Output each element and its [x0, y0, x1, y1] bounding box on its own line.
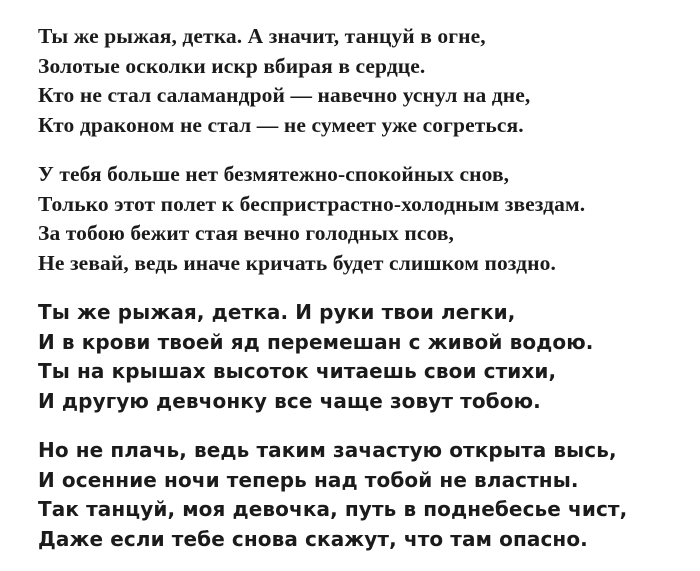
poem-line: Ты же рыжая, детка. А значит, танцуй в огне, [38, 24, 486, 48]
poem-stanza [38, 436, 666, 554]
poem-stanza [38, 22, 666, 140]
poem-line: И осенние ночи теперь над тобой не властны. [38, 467, 579, 492]
poem-stanza [38, 298, 666, 416]
poem-line: И в крови твоей яд перемешан с живой водою. [38, 329, 594, 354]
poem-line: Так танцуй, моя девочка, путь в поднебесье чист, [38, 497, 628, 521]
poem-line: Золотые осколки искр вбирая в сердце. [38, 53, 426, 78]
poem-line: Не зевай, ведь иначе кричать будет слишком поздно. [38, 250, 556, 275]
poem-line: Кто драконом не стал — не сумеет уже согреться. [38, 112, 524, 137]
poem-line: Ты на крышах высоток читаешь свои стихи, [38, 359, 557, 383]
poem-line: И другую девчонку все чаще зовут тобою. [38, 388, 541, 413]
poem-stanza [38, 160, 666, 278]
poem-line: У тебя больше нет безмятежно-спокойных снов, [38, 162, 510, 186]
poem-line: Даже если тебе снова скажут, что там опасно. [38, 526, 588, 551]
poem-line: За тобою бежит стая вечно голодных псов, [38, 221, 455, 245]
poem-line: Только этот полет к беспристрастно-холодным звездам. [38, 191, 586, 216]
poem-line: Ты же рыжая, детка. И руки твои легки, [38, 300, 516, 324]
poem-line: Кто не стал саламандрой — навечно уснул на дне, [38, 83, 531, 107]
poem-line: Но не плачь, ведь таким зачастую открыта высь, [38, 438, 617, 462]
